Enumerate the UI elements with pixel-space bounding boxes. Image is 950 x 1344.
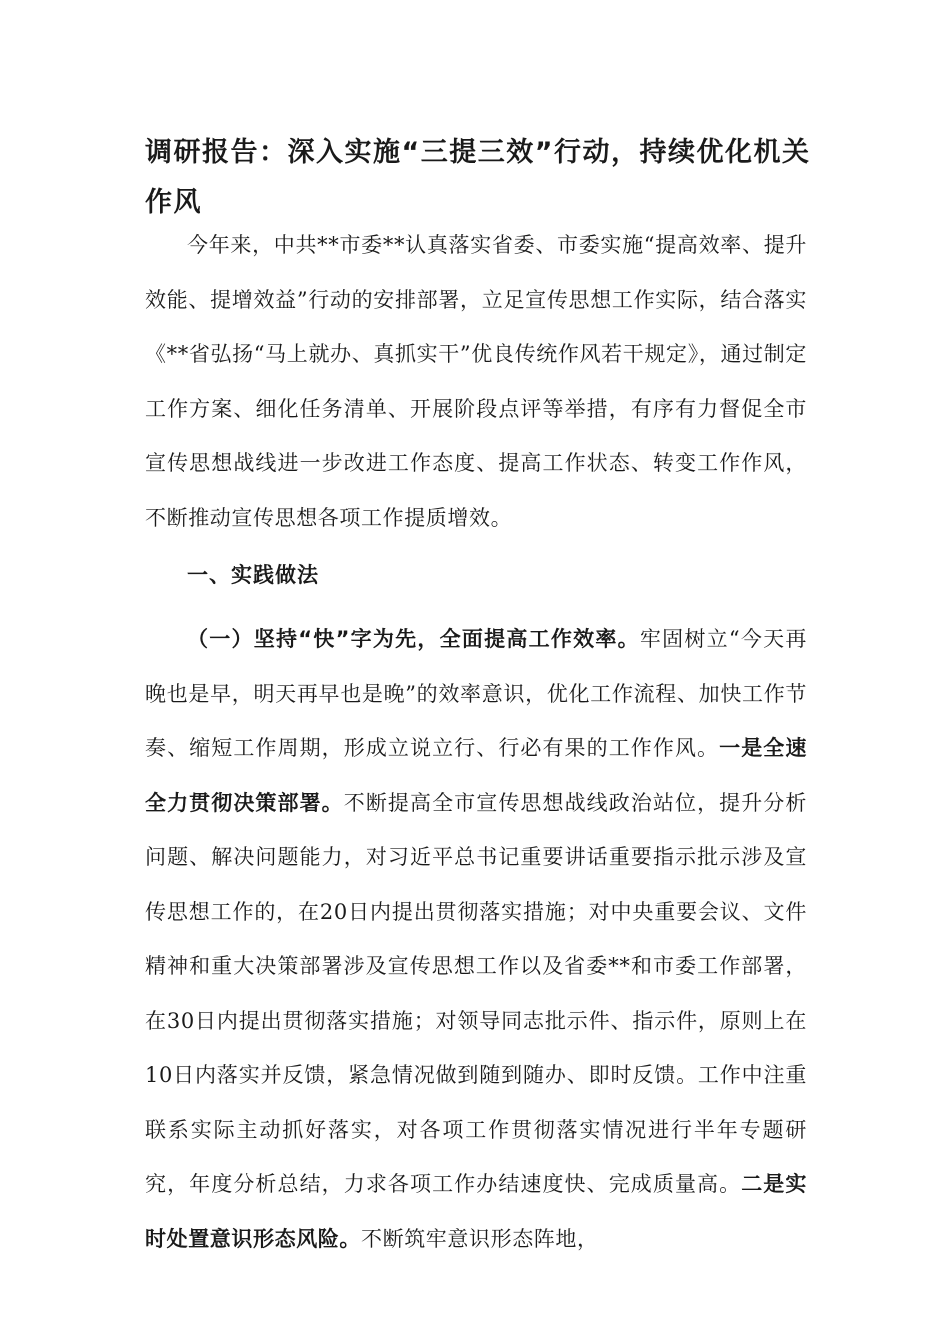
section-heading-practice: 一、实践做法 xyxy=(187,563,319,587)
subsection-lead-heading: （一）坚持“快”字为先，全面提高工作效率。 xyxy=(187,627,640,651)
document-title: 调研报告：深入实施“三提三效”行动，持续优化机关作风 xyxy=(145,137,811,218)
subsection-paragraph-speed xyxy=(145,612,807,1266)
point-two-text: 不断筑牢意识形态阵地， xyxy=(361,1226,599,1251)
point-one-title: 一是全速全力贯彻决策部署。 xyxy=(145,736,807,815)
intro-paragraph: 今年来，中共**市委**认真落实省委、市委实施“提高效率、提升效能、提增效益”行动的安排部署，立足宣传思想工作实际，结合落实《**省弘扬“马上就办、真抓实干”优良传统作风若干规定》，通过制定工作方案、细化任务清单、开展阶段点评等举措，有序有力督促全市宣传思想战线进一步改进工作态度、提高工作状态、转变工作作风，不断推动宣传思想各项工作提质增效。 xyxy=(145,233,807,530)
point-two-title: 二是实时处置意识形态风险。 xyxy=(145,1172,807,1251)
point-one-text: 不断提高全市宣传思想战线政治站位，提升分析问题、解决问题能力，对习近平总书记重要讲话重要指示批示涉及宣传思想工作的，在20日内提出贯彻落实措施；对中央重要会议、文件精神和重大决策部署涉及宣传思想工作以及省委**和市委工作部署，在30日内提出贯彻落实措施；对领导同志批示件、指示件，原则上在10日内落实并反馈，紧急情况做到随到随办、即时反馈。工作中注重联系实际主动抓好落实，对各项工作贯彻落实情况进行半年专题研究，年度分析总结，力求各项工作办结速度快、完成质量高。 xyxy=(145,790,807,1196)
subsection-text: 牢固树立“今天再晚也是早，明天再早也是晚”的效率意识，优化工作流程、加快工作节奏、缩短工作周期，形成立说立行、行必有果的工作作风。 xyxy=(145,627,807,760)
